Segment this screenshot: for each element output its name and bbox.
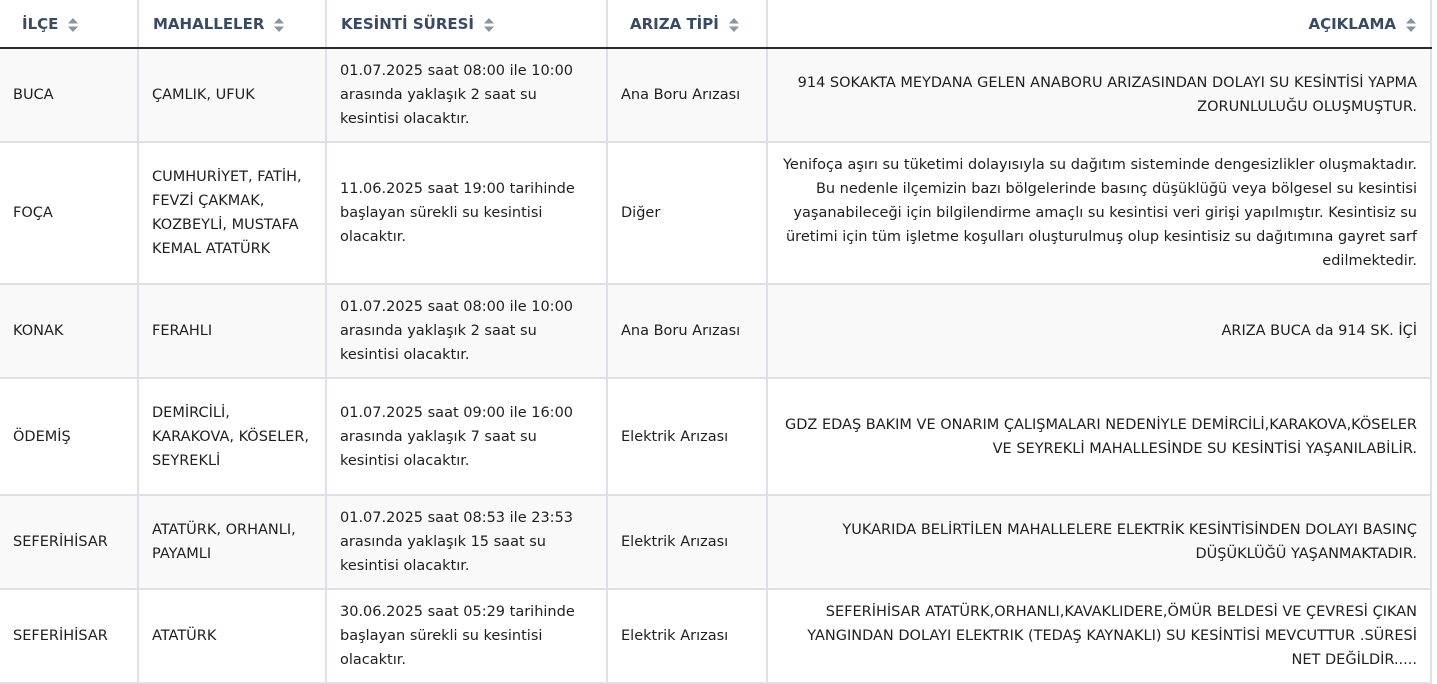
- cell-ilce: FOÇA: [0, 142, 138, 284]
- sort-icon[interactable]: [729, 18, 739, 32]
- table-row: [0, 378, 1431, 495]
- column-header-label: KESİNTİ SÜRESİ: [341, 14, 475, 33]
- cell-ilce: BUCA: [0, 48, 138, 142]
- cell-ariza-tipi: Ana Boru Arızası: [607, 48, 767, 142]
- cell-ilce: ÖDEMİŞ: [0, 378, 138, 495]
- header-row: [0, 0, 1431, 48]
- column-header-mahalleler[interactable]: [138, 0, 326, 48]
- cell-ariza-tipi: Elektrik Arızası: [607, 589, 767, 683]
- sort-icon[interactable]: [1406, 18, 1416, 32]
- cell-ilce: SEFERİHİSAR: [0, 589, 138, 683]
- cell-ariza-tipi: Ana Boru Arızası: [607, 284, 767, 378]
- cell-ilce: SEFERİHİSAR: [0, 495, 138, 589]
- cell-kesinti-suresi: 01.07.2025 saat 08:00 ile 10:00 arasında yaklaşık 2 saat su kesintisi olacaktır.: [326, 48, 607, 142]
- cell-aciklama: 914 SOKAKTA MEYDANA GELEN ANABORU ARIZASINDAN DOLAYI SU KESİNTİSİ YAPMA ZORUNLULUĞU OLUŞMUŞTUR.: [767, 48, 1431, 142]
- table-row: [0, 142, 1431, 284]
- cell-mahalleler: ÇAMLIK, UFUK: [138, 48, 326, 142]
- cell-kesinti-suresi: 11.06.2025 saat 19:00 tarihinde başlayan sürekli su kesintisi olacaktır.: [326, 142, 607, 284]
- cell-kesinti-suresi: 30.06.2025 saat 05:29 tarihinde başlayan sürekli su kesintisi olacaktır.: [326, 589, 607, 683]
- column-header-label: AÇIKLAMA: [1308, 14, 1396, 33]
- table-row: [0, 48, 1431, 142]
- cell-kesinti-suresi: 01.07.2025 saat 09:00 ile 16:00 arasında yaklaşık 7 saat su kesintisi olacaktır.: [326, 378, 607, 495]
- cell-mahalleler: FERAHLI: [138, 284, 326, 378]
- cell-mahalleler: ATATÜRK: [138, 589, 326, 683]
- cell-mahalleler: ATATÜRK, ORHANLI, PAYAMLI: [138, 495, 326, 589]
- column-header-kesinti-suresi[interactable]: [326, 0, 607, 48]
- cell-aciklama: GDZ EDAŞ BAKIM VE ONARIM ÇALIŞMALARI NEDENİYLE DEMİRCİLİ,KARAKOVA,KÖSELER VE SEYREKLİ MAHALLESİNDE SU KESİNTİSİ YAŞANILABİLİR.: [767, 378, 1431, 495]
- cell-aciklama: SEFERİHİSAR ATATÜRK,ORHANLI,KAVAKLIDERE,ÖMÜR BELDESİ VE ÇEVRESİ ÇIKAN YANGINDAN DOLAYI ELEKTRIK (TEDAŞ KAYNAKLI) SU KESİNTİSİ MEVCUTTUR .SÜRESİ NET DEĞİLDİR.....: [767, 589, 1431, 683]
- table-body: [0, 48, 1431, 683]
- column-header-aciklama[interactable]: [767, 0, 1431, 48]
- cell-aciklama: Yenifoça aşırı su tüketimi dolayısıyla su dağıtım sisteminde dengesizlikler oluşmaktadır. Bu nedenle ilçemizin bazı bölgelerinde basınç düşüklüğü veya bölgesel su kesintisi yaşanabileceği için bilgilendirme amaçlı su kesintisi veri girişi yapılmıştır. Kesintisiz su üretimi için tüm işletme koşulları oluşturulmuş olup kesintisiz su dağıtımına gayret sarf edilmektedir.: [767, 142, 1431, 284]
- table-header: [0, 0, 1431, 48]
- sort-icon[interactable]: [68, 18, 78, 32]
- cell-ilce: KONAK: [0, 284, 138, 378]
- table-row: [0, 589, 1431, 683]
- table-row: [0, 495, 1431, 589]
- sort-icon[interactable]: [484, 18, 494, 32]
- column-header-ilce[interactable]: [0, 0, 138, 48]
- table-row: [0, 284, 1431, 378]
- cell-aciklama: ARIZA BUCA da 914 SK. İÇİ: [767, 284, 1431, 378]
- cell-ariza-tipi: Elektrik Arızası: [607, 378, 767, 495]
- cell-aciklama: YUKARIDA BELİRTİLEN MAHALLELERE ELEKTRİK KESİNTİSİNDEN DOLAYI BASINÇ DÜŞÜKLÜĞÜ YAŞANMAKTADIR.: [767, 495, 1431, 589]
- column-header-label: İLÇE: [22, 14, 59, 33]
- cell-ariza-tipi: Diğer: [607, 142, 767, 284]
- sort-icon[interactable]: [274, 18, 284, 32]
- cell-kesinti-suresi: 01.07.2025 saat 08:53 ile 23:53 arasında yaklaşık 15 saat su kesintisi olacaktır.: [326, 495, 607, 589]
- column-header-label: ARIZA TİPİ: [630, 14, 719, 33]
- cell-ariza-tipi: Elektrik Arızası: [607, 495, 767, 589]
- cell-mahalleler: DEMİRCİLİ, KARAKOVA, KÖSELER, SEYREKLİ: [138, 378, 326, 495]
- cell-kesinti-suresi: 01.07.2025 saat 08:00 ile 10:00 arasında yaklaşık 2 saat su kesintisi olacaktır.: [326, 284, 607, 378]
- cell-mahalleler: CUMHURİYET, FATİH, FEVZİ ÇAKMAK, KOZBEYLİ, MUSTAFA KEMAL ATATÜRK: [138, 142, 326, 284]
- column-header-ariza-tipi[interactable]: [607, 0, 767, 48]
- column-header-label: MAHALLELER: [153, 14, 265, 33]
